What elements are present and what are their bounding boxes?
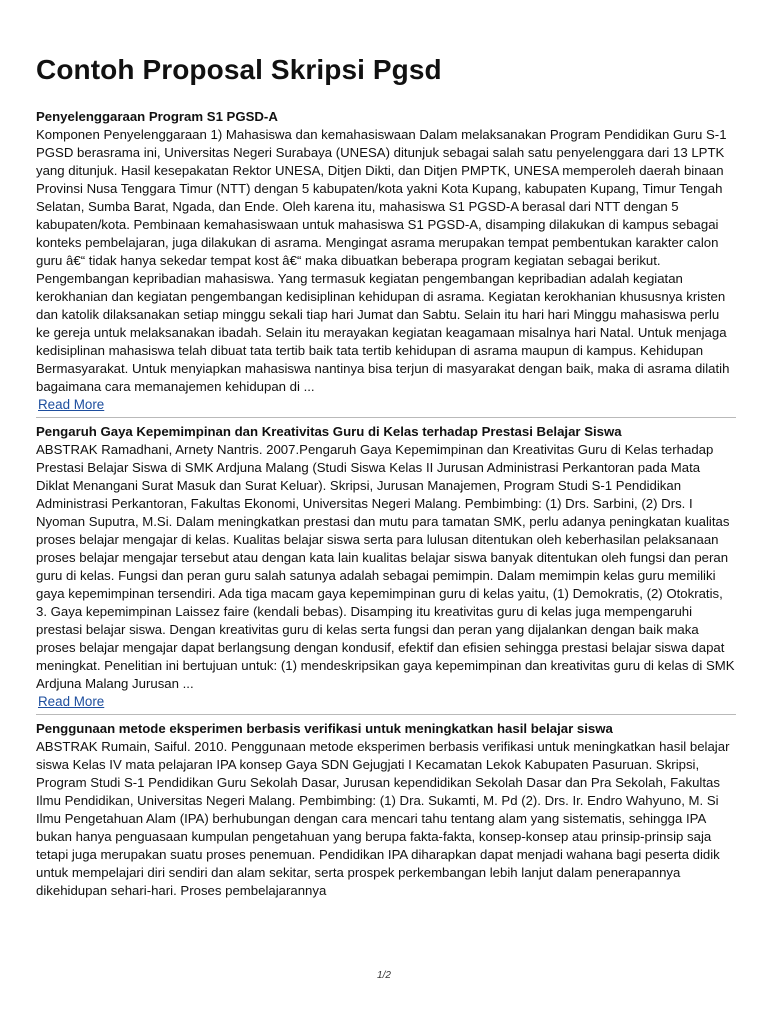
article-body: ABSTRAK Ramadhani, Arnety Nantris. 2007.Pengaruh Gaya Kepemimpinan dan Kreativitas Guru di Kelas terhadap Prestasi Belajar Siswa di SMK Ardjuna Malang (Studi Siswa Kelas II Jurusan Administrasi Perkantoran pada Mata Diklat Menangani Surat Masuk dan Surat Keluar). Skripsi, Jurusan Manajemen, Program Studi S-1 Pendidikan Administrasi Perkantoran, Fakultas Ekonomi, Universitas Negeri Malang. Pembimbing: (1) Drs. Sarbini, (2) Drs. I Nyoman Suputra, M.Si. Dalam meningkatkan prestasi dan mutu para tamatan SMK, perlu adanya peningkatan kualitas proses belajar mengajar di kelas. Kualitas belajar siswa serta para lulusan ditentukan oleh keberhasilan pelaksanaan proses belajar mengajar tersebut atau dengan kata lain kualitas belajar siswa banyak ditentukan oleh fungsi dan peran guru di kelas. Fungsi dan peran guru salah satunya adalah sebagai pemimpin. Dalam memimpin kelas guru memiliki gaya kepemimpinan tersendiri. Ada tiga macam gaya kepemimpinan guru di kelas yaitu, (1) Demokratis, (2) Otokratis, 3. Gaya kepemimpinan Laissez faire (kendali bebas). Disamping itu kreativitas guru di kelas juga mempengaruhi prestasi belajar siswa. Dengan kreativitas guru di kelas serta fungsi dan peran yang dijalankan dengan baik maka proses belajar mengajar dapat berlangsung dengan kondusif, efektif dan efisien sehingga prestasi belajar siswa dapat meningkat. Penelitian ini bertujuan untuk: (1) mendeskripsikan gaya kepemimpinan dan kreativitas guru di kelas di SMK Ardjuna Malang Jurusan ...: [36, 442, 735, 691]
read-more-link[interactable]: Read More: [38, 397, 105, 412]
article-title: Penyelenggaraan Program S1 PGSD-A: [36, 109, 278, 124]
article-body: ABSTRAK Rumain, Saiful. 2010. Penggunaan metode eksperimen berbasis verifikasi untuk meningkatkan hasil belajar siswa Kelas IV mata pelajaran IPA konsep Gaya SDN Gejugjati I Kecamatan Lekok Kabupaten Pasuruan. Skripsi, Program Studi S-1 Pendidikan Guru Sekolah Dasar, Jurusan kependidikan Sekolah Dasar dan Pra Sekolah, Fakultas Ilmu Pendidikan, Universitas Negeri Malang. Pembimbing: (1) Dra. Sukamti, M. Pd (2). Drs. Ir. Endro Wahyuno, M. Si Ilmu Pengetahuan Alam (IPA) berhubungan dengan cara mencari tahu tentang alam yang sistematis, sehingga IPA bukan hanya penguasaan kumpulan pengetahuan yang berupa fakta-fakta, konsep-konsep atau prinsip-prinsip saja tetapi juga merupakan suatu proses penemuan. Pendidikan IPA diharapkan dapat menjadi wahana bagi peserta didik untuk mempelajari diri sendiri dan alam sekitar, serta prospek perkembangan lebih lanjut dalam penerapannya dikehidupan sehari-hari. Proses pembelajarannya: [36, 739, 730, 898]
article-1: [36, 108, 736, 418]
article-3: [36, 720, 736, 903]
article-2: [36, 423, 736, 715]
page-number: 1/2: [377, 970, 391, 981]
article-body: Komponen Penyelenggaraan 1) Mahasiswa dan kemahasiswaan Dalam melaksanakan Program Pendidikan Guru S-1 PGSD berasrama ini, Universitas Negeri Surabaya (UNESA) ditunjuk sebagai salah satu penyelenggara dari 13 LPTK yang ditunjuk. Hasil kesepakatan Rektor UNESA, Ditjen Dikti, dan Ditjen PMPTK, UNESA memperoleh daerah binaan Provinsi Nusa Tenggara Timur (NTT) dengan 5 kabupaten/kota yakni Kota Kupang, kabupaten Kupang, Timur Tengah Selatan, Sumba Barat, Ngada, dan Ende. Oleh karena itu, mahasiswa S1 PGSD-A berasal dari NTT dengan 5 kabupaten/kota. Pembinaan kemahasiswaan untuk mahasiswa S1 PGSD-A, disamping dilakukan di kampus sebagai konteks pembelajaran, juga dilakukan di asrama. Mengingat asrama merupakan tempat pembentukan karakter calon guru â€“ tidak hanya sekedar tempat kost â€“ maka dibuatkan beberapa program kegiatan sebagai berikut. Pengembangan kepribadian mahasiswa. Yang termasuk kegiatan pengembangan kepribadian adalah kegiatan kerokhanian dan kegiatan pengembangan kedisiplinan kehidupan di asrama. Kegiatan kerokhanian khususnya kristen dan katolik dilaksanakan setiap minggu sekali tiap hari Jumat dan Sabtu. Selain itu hari hari Minggu mahasiswa perlu ke gereja untuk melaksanakan ibadah. Selain itu merayakan kegiatan keagamaan misalnya hari Natal. Untuk menjaga kedisiplinan mahasiswa telah dibuat tata tertib baik tata tertib kehidupan di asrama maupun di kampus. Kehidupan Bermasyarakat. Untuk menyiapkan mahasiswa nantinya bisa terjun di masyarakat dengan baik, maka di asrama dilatih bagaimana cara memanajemen kehidupan di ...: [36, 127, 730, 394]
read-more-link[interactable]: Read More: [38, 694, 105, 709]
article-title: Pengaruh Gaya Kepemimpinan dan Kreativitas Guru di Kelas terhadap Prestasi Belajar Siswa: [36, 424, 622, 439]
document-page: [36, 54, 736, 908]
article-title: Penggunaan metode eksperimen berbasis verifikasi untuk meningkatkan hasil belajar siswa: [36, 721, 613, 736]
page-title: Contoh Proposal Skripsi Pgsd: [36, 54, 442, 85]
